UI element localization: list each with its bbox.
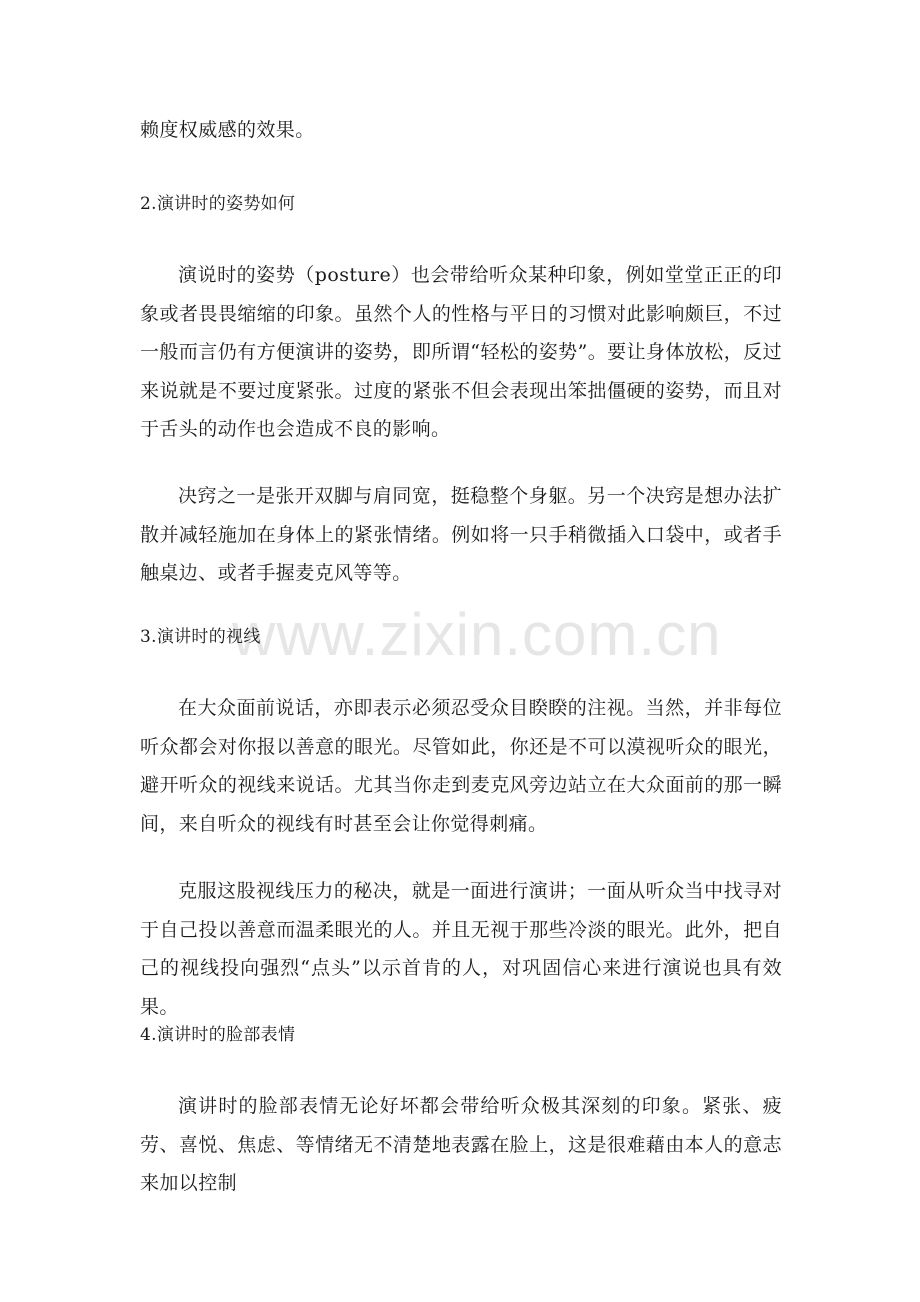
section-heading-posture: 2.演讲时的姿势如何 xyxy=(140,194,296,214)
paragraph-posture-2: 决窍之一是张开双脚与肩同宽，挺稳整个身躯。另一个决窍是想办法扩散并减轻施加在身体上的紧张情绪。例如将一只手稍微插入口袋中，或者手触桌边、或者手握麦克风等等。 xyxy=(140,485,782,584)
paragraph-posture-1: 演说时的姿势（posture）也会带给听众某种印象，例如堂堂正正的印象或者畏畏缩缩的印象。虽然个人的性格与平日的习惯对此影响颇巨，不过一般而言仍有方便演讲的姿势，即所谓“轻松的姿势”。要让身体放松，反过来说就是不要过度紧张。过度的紧张不但会表现出笨拙僵硬的姿势，而且对于舌头的动作也会造成不良的影响。 xyxy=(140,264,782,440)
document-page xyxy=(140,0,782,1302)
continuation-text: 赖度权威感的效果。 xyxy=(140,119,315,141)
paragraph-gaze-1: 在大众面前说话，亦即表示必须忍受众目睽睽的注视。当然，并非每位听众都会对你报以善意的眼光。尽管如此，你还是不可以漠视听众的眼光，避开听众的视线来说话。尤其当你走到麦克风旁边站立在大众面前的那一瞬间，来自听众的视线有时甚至会让你觉得刺痛。 xyxy=(140,697,782,835)
paragraph-face-1: 演讲时的脸部表情无论好坏都会带给听众极其深刻的印象。紧张、疲劳、喜悦、焦虑、等情绪无不清楚地表露在脸上，这是很难藉由本人的意志来加以控制 xyxy=(140,1095,782,1194)
section-heading-gaze: 3.演讲时的视线 xyxy=(140,627,261,647)
watermark: www.zixin.com.cn xyxy=(232,601,722,668)
section-heading-face: 4.演讲时的脸部表情 xyxy=(140,1025,296,1045)
paragraph-gaze-2: 克服这股视线压力的秘决，就是一面进行演讲；一面从听众当中找寻对于自己投以善意而温柔眼光的人。并且无视于那些冷淡的眼光。此外，把自己的视线投向强烈“点头”以示首肯的人，对巩固信心来进行演说也具有效果。 xyxy=(140,880,782,1018)
